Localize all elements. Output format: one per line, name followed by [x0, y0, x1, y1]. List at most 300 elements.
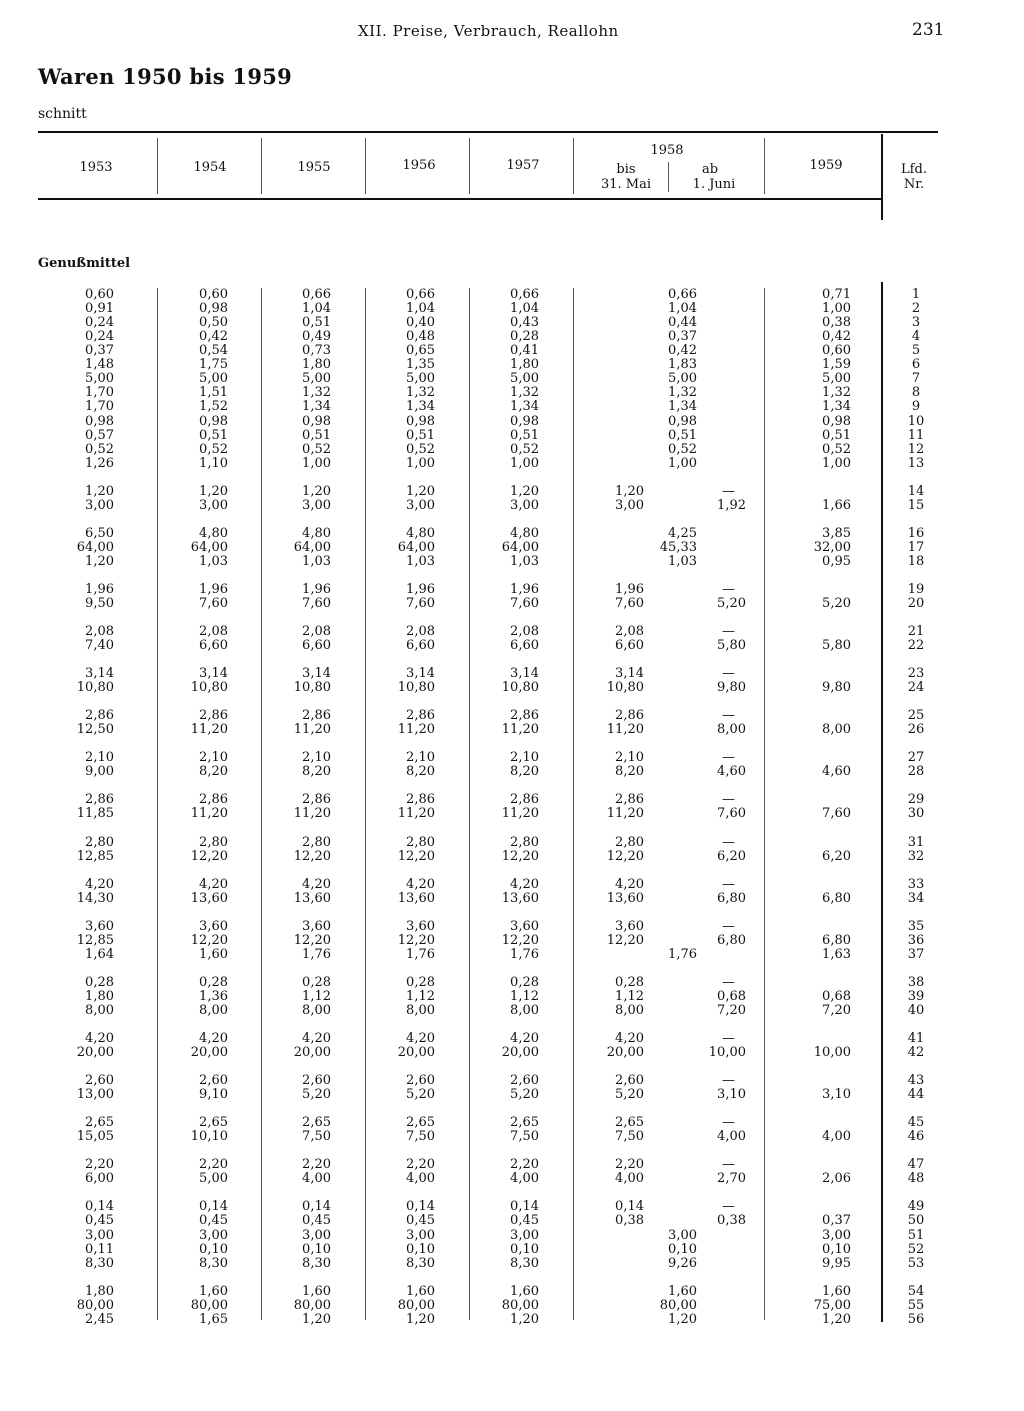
cell-y1958-single-row-37: 1,76 [668, 946, 697, 962]
cell-y1958-ab-row-38: — [722, 974, 735, 990]
cell-y1958-ab-row-26: 8,00 [717, 722, 746, 738]
cell-y1953-row-35: 3,60 [85, 918, 114, 934]
cell-y1956-row-52: 0,10 [406, 1241, 435, 1257]
cell-y1955-row-5: 0,73 [302, 343, 331, 359]
header-separator [764, 138, 765, 194]
cell-y1956-row-39: 1,12 [406, 988, 435, 1004]
cell-y1959-row-22: 5,80 [822, 638, 851, 653]
cell-y1954-row-40: 8,00 [199, 1002, 228, 1018]
cell-y1955-row-14: 1,20 [302, 483, 331, 499]
cell-y1958-bis-row-30: 11,20 [606, 806, 644, 822]
cell-y1954-row-49: 0,14 [199, 1199, 228, 1215]
running-head: XII. Preise, Verbrauch, Reallohn [358, 22, 619, 40]
header-1957: 1957 [506, 158, 540, 173]
cell-y1959-row-55: 75,00 [813, 1297, 851, 1313]
lfd-number-10: 10 [907, 413, 925, 429]
cell-y1956-row-50: 0,45 [406, 1213, 435, 1229]
cell-y1956-row-42: 20,00 [397, 1045, 435, 1060]
cell-y1956-row-25: 2,86 [406, 708, 435, 724]
cell-y1955-row-32: 12,20 [293, 848, 331, 864]
cell-y1959-row-39: 0,68 [822, 988, 851, 1004]
lfd-number-6: 6 [911, 357, 921, 373]
cell-y1959-row-6: 1,59 [822, 357, 851, 373]
cell-y1955-row-22: 6,60 [302, 638, 331, 653]
cell-y1955-row-38: 0,28 [302, 974, 331, 990]
cell-y1956-row-56: 1,20 [406, 1311, 435, 1327]
cell-y1956-row-54: 1,60 [406, 1283, 435, 1299]
cell-y1958-bis-row-45: 2,65 [615, 1115, 644, 1131]
lfd-number-33: 33 [907, 876, 925, 892]
cell-y1958-single-row-2: 1,04 [668, 301, 697, 317]
cell-y1959-row-34: 6,80 [822, 890, 851, 906]
cell-y1954-row-26: 11,20 [190, 722, 228, 738]
cell-y1959-row-26: 8,00 [822, 722, 851, 738]
cell-y1958-single-row-17: 45,33 [659, 539, 697, 555]
cell-y1955-row-51: 3,00 [302, 1227, 331, 1243]
cell-y1959-row-10: 0,98 [822, 413, 851, 429]
cell-y1958-bis-row-27: 2,10 [615, 750, 644, 766]
header-nr: Nr. [903, 177, 925, 192]
lfd-number-5: 5 [911, 343, 921, 359]
cell-y1953-row-48: 6,00 [85, 1171, 114, 1187]
cell-y1956-row-49: 0,14 [406, 1199, 435, 1215]
cell-y1954-row-45: 2,65 [199, 1115, 228, 1131]
lfd-number-17: 17 [907, 539, 925, 555]
cell-y1956-row-40: 8,00 [406, 1002, 435, 1018]
cell-y1956-row-47: 2,20 [406, 1157, 435, 1173]
cell-y1957-row-51: 3,00 [510, 1227, 539, 1243]
cell-y1956-row-41: 4,20 [406, 1031, 435, 1046]
cell-y1956-row-11: 0,51 [406, 427, 435, 443]
cell-y1958-ab-row-28: 4,60 [717, 764, 746, 780]
cell-y1955-row-53: 8,30 [302, 1255, 331, 1271]
section-genussmittel: Genußmittel [38, 256, 131, 271]
cell-y1953-row-12: 0,52 [85, 441, 114, 457]
cell-y1958-ab-row-34: 6,80 [717, 890, 746, 906]
cell-y1954-row-9: 1,52 [199, 399, 228, 415]
cell-y1954-row-14: 1,20 [199, 483, 228, 499]
header-separator [573, 138, 574, 194]
cell-y1953-row-55: 80,00 [76, 1297, 114, 1313]
cell-y1958-ab-row-41: — [722, 1031, 735, 1046]
cell-y1958-single-row-7: 5,00 [668, 371, 697, 387]
cell-y1953-row-13: 1,26 [85, 455, 114, 471]
cell-y1953-row-33: 4,20 [85, 876, 114, 892]
cell-y1959-row-15: 1,66 [822, 497, 851, 513]
cell-y1956-row-8: 1,32 [406, 385, 435, 401]
cell-y1954-row-34: 13,60 [190, 890, 228, 906]
cell-y1953-row-43: 2,60 [85, 1073, 114, 1089]
cell-y1953-row-25: 2,86 [85, 708, 114, 724]
cell-y1956-row-6: 1,35 [406, 357, 435, 373]
cell-y1957-row-56: 1,20 [510, 1311, 539, 1327]
lfd-number-38: 38 [907, 974, 925, 990]
cell-y1953-row-2: 0,91 [85, 301, 114, 317]
cell-y1957-row-22: 6,60 [510, 638, 539, 653]
cell-y1958-bis-row-47: 2,20 [615, 1157, 644, 1173]
cell-y1954-row-22: 6,60 [199, 638, 228, 653]
lfd-column-rule [881, 282, 883, 1322]
lfd-number-50: 50 [907, 1213, 925, 1229]
cell-y1955-row-12: 0,52 [302, 441, 331, 457]
cell-y1956-row-31: 2,80 [406, 834, 435, 850]
cell-y1955-row-48: 4,00 [302, 1171, 331, 1187]
cell-y1956-row-34: 13,60 [397, 890, 435, 906]
cell-y1957-row-13: 1,00 [510, 455, 539, 471]
cell-y1953-row-6: 1,48 [85, 357, 114, 373]
lfd-number-51: 51 [907, 1227, 925, 1243]
cell-y1957-row-48: 4,00 [510, 1171, 539, 1187]
cell-y1954-row-32: 12,20 [190, 848, 228, 864]
cell-y1954-row-44: 9,10 [199, 1087, 228, 1103]
lfd-number-32: 32 [907, 848, 925, 864]
header-separator [365, 138, 366, 194]
cell-y1956-row-22: 6,60 [406, 638, 435, 653]
cell-y1958-ab-row-46: 4,00 [717, 1129, 746, 1145]
cell-y1955-row-17: 64,00 [293, 539, 331, 555]
cell-y1955-row-43: 2,60 [302, 1073, 331, 1089]
lfd-number-40: 40 [907, 1002, 925, 1018]
cell-y1958-ab-row-45: — [722, 1115, 735, 1131]
cell-y1958-ab-row-32: 6,20 [717, 848, 746, 864]
cell-y1958-ab-row-25: — [722, 708, 735, 724]
header-1959: 1959 [809, 158, 843, 173]
cell-y1958-bis-row-42: 20,00 [606, 1045, 644, 1060]
cell-y1953-row-41: 4,20 [85, 1031, 114, 1046]
cell-y1957-row-18: 1,03 [510, 553, 539, 569]
cell-y1953-row-3: 0,24 [85, 315, 114, 331]
cell-y1958-single-row-12: 0,52 [668, 441, 697, 457]
cell-y1955-row-56: 1,20 [302, 1311, 331, 1327]
cell-y1955-row-26: 11,20 [293, 722, 331, 738]
cell-y1956-row-3: 0,40 [406, 315, 435, 331]
cell-y1955-row-3: 0,51 [302, 315, 331, 331]
cell-y1957-row-28: 8,20 [510, 764, 539, 780]
cell-y1958-ab-row-29: — [722, 792, 735, 808]
lfd-number-47: 47 [907, 1157, 925, 1173]
lfd-number-1: 1 [911, 287, 921, 302]
cell-y1955-row-42: 20,00 [293, 1045, 331, 1060]
cell-y1957-row-54: 1,60 [510, 1283, 539, 1299]
cell-y1957-row-41: 4,20 [510, 1031, 539, 1046]
cell-y1955-row-29: 2,86 [302, 792, 331, 808]
cell-y1955-row-40: 8,00 [302, 1002, 331, 1018]
cell-y1953-row-22: 7,40 [85, 638, 114, 653]
cell-y1953-row-18: 1,20 [85, 553, 114, 569]
cell-y1957-row-16: 4,80 [510, 525, 539, 541]
cell-y1954-row-3: 0,50 [199, 315, 228, 331]
header-separator [469, 138, 470, 194]
cell-y1956-row-17: 64,00 [397, 539, 435, 555]
cell-y1953-row-10: 0,98 [85, 413, 114, 429]
cell-y1958-ab-row-14: — [722, 483, 735, 499]
cell-y1954-row-41: 4,20 [199, 1031, 228, 1046]
cell-y1955-row-30: 11,20 [293, 806, 331, 822]
lfd-number-14: 14 [907, 483, 925, 499]
cell-y1957-row-39: 1,12 [510, 988, 539, 1004]
cell-y1956-row-19: 1,96 [406, 581, 435, 597]
cell-y1956-row-35: 3,60 [406, 918, 435, 934]
cell-y1953-row-50: 0,45 [85, 1213, 114, 1229]
cell-y1957-row-43: 2,60 [510, 1073, 539, 1089]
lfd-number-13: 13 [907, 455, 925, 471]
cell-y1959-row-40: 7,20 [822, 1002, 851, 1018]
cell-y1954-row-5: 0,54 [199, 343, 228, 359]
cell-y1957-row-32: 12,20 [501, 848, 539, 864]
cell-y1954-row-39: 1,36 [199, 988, 228, 1004]
lfd-number-22: 22 [907, 638, 925, 653]
cell-y1959-row-3: 0,38 [822, 315, 851, 331]
cell-y1958-bis-row-32: 12,20 [606, 848, 644, 864]
cell-y1954-row-47: 2,20 [199, 1157, 228, 1173]
cell-y1953-row-24: 10,80 [76, 680, 114, 696]
cell-y1953-row-34: 14,30 [76, 890, 114, 906]
cell-y1954-row-1: 0,60 [199, 287, 228, 302]
cell-y1954-row-18: 1,03 [199, 553, 228, 569]
cell-y1955-row-9: 1,34 [302, 399, 331, 415]
header-1956: 1956 [402, 158, 436, 173]
lfd-number-27: 27 [907, 750, 925, 766]
cell-y1957-row-46: 7,50 [510, 1129, 539, 1145]
cell-y1958-bis-row-44: 5,20 [615, 1087, 644, 1103]
cell-y1954-row-42: 20,00 [190, 1045, 228, 1060]
cell-y1958-ab-row-27: — [722, 750, 735, 766]
cell-y1959-row-4: 0,42 [822, 329, 851, 345]
cell-y1958-single-row-9: 1,34 [668, 399, 697, 415]
cell-y1958-bis-row-20: 7,60 [615, 595, 644, 611]
cell-y1958-ab-row-39: 0,68 [717, 988, 746, 1004]
cell-y1954-row-33: 4,20 [199, 876, 228, 892]
cell-y1958-single-row-8: 1,32 [668, 385, 697, 401]
cell-y1953-row-44: 13,00 [76, 1087, 114, 1103]
cell-y1955-row-50: 0,45 [302, 1213, 331, 1229]
cell-y1957-row-35: 3,60 [510, 918, 539, 934]
cell-y1953-row-32: 12,85 [76, 848, 114, 864]
lfd-number-44: 44 [907, 1087, 925, 1103]
header-1954: 1954 [193, 160, 227, 175]
lfd-number-48: 48 [907, 1171, 925, 1187]
cell-y1959-row-42: 10,00 [813, 1045, 851, 1060]
cell-y1953-row-40: 8,00 [85, 1002, 114, 1018]
cell-y1958-bis-row-31: 2,80 [615, 834, 644, 850]
cell-y1959-row-52: 0,10 [822, 1241, 851, 1257]
cell-y1953-row-26: 12,50 [76, 722, 114, 738]
cell-y1957-row-15: 3,00 [510, 497, 539, 513]
cell-y1953-row-20: 9,50 [85, 595, 114, 611]
cell-y1959-row-50: 0,37 [822, 1213, 851, 1229]
cell-y1953-row-21: 2,08 [85, 624, 114, 639]
cell-y1957-row-49: 0,14 [510, 1199, 539, 1215]
lfd-number-36: 36 [907, 932, 925, 948]
cell-y1954-row-13: 1,10 [199, 455, 228, 471]
lfd-number-3: 3 [911, 315, 921, 331]
cell-y1954-row-15: 3,00 [199, 497, 228, 513]
cell-y1953-row-5: 0,37 [85, 343, 114, 359]
cell-y1959-row-13: 1,00 [822, 455, 851, 471]
cell-y1957-row-50: 0,45 [510, 1213, 539, 1229]
lfd-number-7: 7 [911, 371, 921, 387]
cell-y1956-row-18: 1,03 [406, 553, 435, 569]
header-separator [668, 162, 669, 192]
cell-y1954-row-23: 3,14 [199, 666, 228, 682]
lfd-number-46: 46 [907, 1129, 925, 1145]
cell-y1953-row-14: 1,20 [85, 483, 114, 499]
cell-y1957-row-26: 11,20 [501, 722, 539, 738]
cell-y1954-row-51: 3,00 [199, 1227, 228, 1243]
cell-y1958-single-row-11: 0,51 [668, 427, 697, 443]
cell-y1954-row-46: 10,10 [190, 1129, 228, 1145]
cell-y1958-ab-row-47: — [722, 1157, 735, 1173]
cell-y1953-row-8: 1,70 [85, 385, 114, 401]
cell-y1959-row-28: 4,60 [822, 764, 851, 780]
cell-y1957-row-31: 2,80 [510, 834, 539, 850]
cell-y1954-row-12: 0,52 [199, 441, 228, 457]
cell-y1958-ab-row-19: — [722, 581, 735, 597]
cell-y1953-row-52: 0,11 [85, 1241, 114, 1257]
cell-y1958-ab-row-36: 6,80 [717, 932, 746, 948]
cell-y1958-bis-row-41: 4,20 [615, 1031, 644, 1046]
cell-y1959-row-18: 0,95 [822, 553, 851, 569]
cell-y1956-row-1: 0,66 [406, 287, 435, 302]
cell-y1954-row-10: 0,98 [199, 413, 228, 429]
cell-y1956-row-23: 3,14 [406, 666, 435, 682]
cell-y1958-ab-row-20: 5,20 [717, 595, 746, 611]
cell-y1956-row-37: 1,76 [406, 946, 435, 962]
cell-y1954-row-17: 64,00 [190, 539, 228, 555]
cell-y1955-row-37: 1,76 [302, 946, 331, 962]
cell-y1955-row-24: 10,80 [293, 680, 331, 696]
cell-y1954-row-38: 0,28 [199, 974, 228, 990]
cell-y1958-single-row-55: 80,00 [659, 1297, 697, 1313]
lfd-number-30: 30 [907, 806, 925, 822]
cell-y1959-row-20: 5,20 [822, 595, 851, 611]
cell-y1958-ab-row-21: — [722, 624, 735, 639]
cell-y1956-row-32: 12,20 [397, 848, 435, 864]
cell-y1957-row-23: 3,14 [510, 666, 539, 682]
cell-y1956-row-12: 0,52 [406, 441, 435, 457]
cell-y1957-row-4: 0,28 [510, 329, 539, 345]
header-separator [157, 138, 158, 194]
cell-y1956-row-21: 2,08 [406, 624, 435, 639]
cell-y1953-row-39: 1,80 [85, 988, 114, 1004]
cell-y1957-row-52: 0,10 [510, 1241, 539, 1257]
cell-y1958-bis-row-22: 6,60 [615, 638, 644, 653]
lfd-number-54: 54 [907, 1283, 925, 1299]
cell-y1956-row-33: 4,20 [406, 876, 435, 892]
cell-y1953-row-15: 3,00 [85, 497, 114, 513]
cell-y1956-row-15: 3,00 [406, 497, 435, 513]
cell-y1957-row-12: 0,52 [510, 441, 539, 457]
cell-y1958-single-row-6: 1,83 [668, 357, 697, 373]
lfd-number-16: 16 [907, 525, 925, 541]
lfd-number-15: 15 [907, 497, 925, 513]
cell-y1958-ab-row-49: — [722, 1199, 735, 1215]
lfd-number-42: 42 [907, 1045, 925, 1060]
cell-y1953-row-45: 2,65 [85, 1115, 114, 1131]
cell-y1953-row-16: 6,50 [85, 525, 114, 541]
cell-y1954-row-55: 80,00 [190, 1297, 228, 1313]
cell-y1958-ab-row-35: — [722, 918, 735, 934]
cell-y1959-row-32: 6,20 [822, 848, 851, 864]
cell-y1957-row-8: 1,32 [510, 385, 539, 401]
cell-y1957-row-45: 2,65 [510, 1115, 539, 1131]
cell-y1953-row-27: 2,10 [85, 750, 114, 766]
cell-y1954-row-8: 1,51 [199, 385, 228, 401]
lfd-number-8: 8 [911, 385, 921, 401]
cell-y1958-ab-row-31: — [722, 834, 735, 850]
cell-y1956-row-55: 80,00 [397, 1297, 435, 1313]
cell-y1955-row-52: 0,10 [302, 1241, 331, 1257]
cell-y1959-row-17: 32,00 [813, 539, 851, 555]
cell-y1956-row-24: 10,80 [397, 680, 435, 696]
header-1958-ab: ab [701, 162, 719, 177]
cell-y1954-row-21: 2,08 [199, 624, 228, 639]
cell-y1953-row-53: 8,30 [85, 1255, 114, 1271]
lfd-number-12: 12 [907, 441, 925, 457]
cell-y1955-row-55: 80,00 [293, 1297, 331, 1313]
cell-y1959-row-48: 2,06 [822, 1171, 851, 1187]
cell-y1958-bis-row-50: 0,38 [615, 1213, 644, 1229]
cell-y1955-row-8: 1,32 [302, 385, 331, 401]
cell-y1958-bis-row-38: 0,28 [615, 974, 644, 990]
cell-y1958-ab-row-33: — [722, 876, 735, 892]
cell-y1957-row-42: 20,00 [501, 1045, 539, 1060]
cell-y1958-bis-row-36: 12,20 [606, 932, 644, 948]
cell-y1953-row-36: 12,85 [76, 932, 114, 948]
lfd-number-34: 34 [907, 890, 925, 906]
header-separator [261, 138, 262, 194]
cell-y1957-row-11: 0,51 [510, 427, 539, 443]
cell-y1953-row-17: 64,00 [76, 539, 114, 555]
cell-y1955-row-33: 4,20 [302, 876, 331, 892]
header-1958-ab-date: 1. Juni [692, 177, 736, 192]
cell-y1957-row-17: 64,00 [501, 539, 539, 555]
lfd-number-20: 20 [907, 595, 925, 611]
cell-y1956-row-38: 0,28 [406, 974, 435, 990]
cell-y1957-row-9: 1,34 [510, 399, 539, 415]
cell-y1956-row-28: 8,20 [406, 764, 435, 780]
header-1953: 1953 [79, 160, 113, 175]
lfd-number-2: 2 [911, 301, 921, 317]
lfd-number-29: 29 [907, 792, 925, 808]
cell-y1959-row-8: 1,32 [822, 385, 851, 401]
cell-y1953-row-46: 15,05 [76, 1129, 114, 1145]
lfd-number-25: 25 [907, 708, 925, 724]
cell-y1957-row-38: 0,28 [510, 974, 539, 990]
cell-y1958-bis-row-40: 8,00 [615, 1002, 644, 1018]
header-1958-bis: bis [616, 162, 636, 177]
lfd-number-52: 52 [907, 1241, 925, 1257]
table-header-rule [38, 198, 882, 200]
cell-y1957-row-34: 13,60 [501, 890, 539, 906]
cell-y1956-row-51: 3,00 [406, 1227, 435, 1243]
cell-y1954-row-50: 0,45 [199, 1213, 228, 1229]
cell-y1954-row-20: 7,60 [199, 595, 228, 611]
cell-y1954-row-48: 5,00 [199, 1171, 228, 1187]
cell-y1958-bis-row-28: 8,20 [615, 764, 644, 780]
cell-y1955-row-4: 0,49 [302, 329, 331, 345]
cell-y1959-row-36: 6,80 [822, 932, 851, 948]
cell-y1958-single-row-5: 0,42 [668, 343, 697, 359]
cell-y1957-row-25: 2,86 [510, 708, 539, 724]
cell-y1958-single-row-51: 3,00 [668, 1227, 697, 1243]
cell-y1958-single-row-4: 0,37 [668, 329, 697, 345]
cell-y1955-row-18: 1,03 [302, 553, 331, 569]
cell-y1954-row-43: 2,60 [199, 1073, 228, 1089]
cell-y1958-bis-row-29: 2,86 [615, 792, 644, 808]
header-1955: 1955 [297, 160, 331, 175]
cell-y1958-single-row-1: 0,66 [668, 287, 697, 302]
